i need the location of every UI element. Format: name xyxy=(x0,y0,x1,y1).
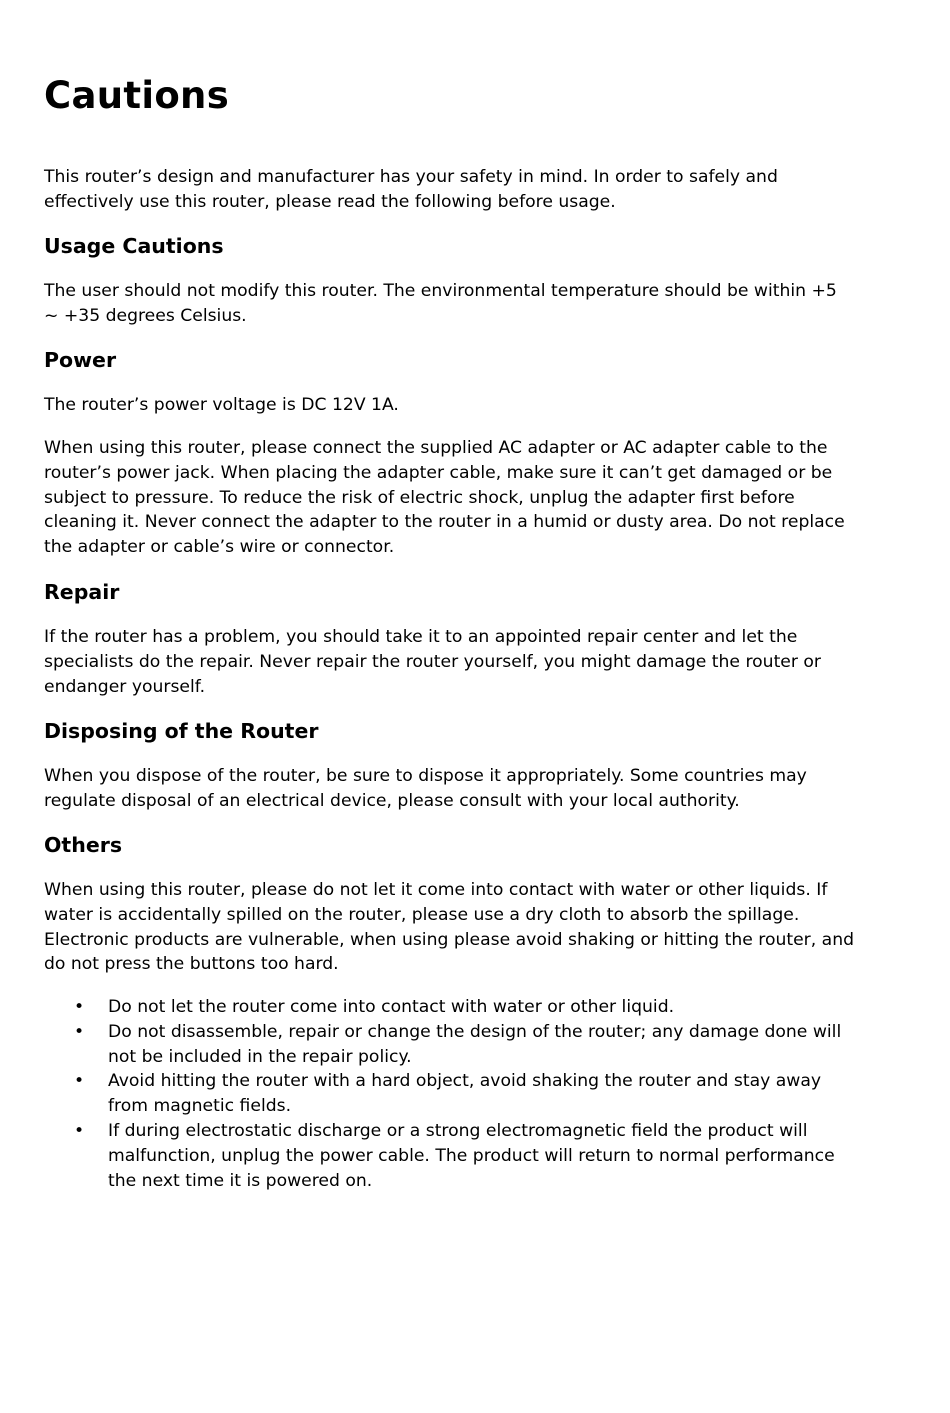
section-paragraph: The user should not modify this router. The environmental temperature should be within +5 ~ +35 degrees Celsius. xyxy=(44,281,837,326)
others-bullet-list xyxy=(44,995,854,1193)
bullet-glyph: • xyxy=(74,1120,85,1141)
list-item xyxy=(44,1020,854,1070)
section-heading: Repair xyxy=(44,580,120,604)
section-paragraph: When using this router, please do not let it come into contact with water or other liquids. If water is accidentally spilled on the router, please use a dry cloth to absorb the spillage. Electronic products are vulnerable, when using please avoid shaking or hitting the router, and do not press the buttons too hard. xyxy=(44,880,855,975)
list-item-text: Do not disassemble, repair or change the design of the router; any damage done will not be included in the repair policy. xyxy=(108,1021,842,1067)
section-usage-cautions xyxy=(44,232,854,260)
section-usage-cautions-body xyxy=(44,279,854,329)
section-power xyxy=(44,346,854,374)
intro-paragraph: This router’s design and manufacturer has your safety in mind. In order to safely and effectively use this router, please read the following before usage. xyxy=(44,167,778,212)
section-heading: Usage Cautions xyxy=(44,234,224,258)
section-disposing xyxy=(44,717,854,745)
intro-block xyxy=(44,165,854,215)
section-heading: Disposing of the Router xyxy=(44,719,319,743)
list-item xyxy=(44,1069,854,1119)
section-repair-body xyxy=(44,625,854,699)
list-item xyxy=(44,995,854,1020)
section-repair xyxy=(44,578,854,606)
section-heading: Power xyxy=(44,348,117,372)
section-others xyxy=(44,831,854,859)
list-item-text: If during electrostatic discharge or a strong electromagnetic field the product will malfunction, unplug the power cable. The product will return to normal performance the next time it is powered on. xyxy=(108,1120,835,1191)
section-power-body-1 xyxy=(44,393,854,418)
section-paragraph: If the router has a problem, you should take it to an appointed repair center and let the specialists do the repair. Never repair the router yourself, you might damage the router or endanger yourself. xyxy=(44,627,821,697)
section-paragraph: The router’s power voltage is DC 12V 1A. xyxy=(44,395,399,415)
bullet-glyph: • xyxy=(74,997,85,1017)
list-item-text: Do not let the router come into contact with water or other liquid. xyxy=(108,997,675,1017)
section-power-body-2 xyxy=(44,436,854,560)
section-disposing-body xyxy=(44,764,854,814)
list-item-text: Avoid hitting the router with a hard object, avoid shaking the router and stay away from magnetic fields. xyxy=(108,1071,822,1117)
list-item xyxy=(44,1119,854,1193)
section-paragraph: When using this router, please connect the supplied AC adapter or AC adapter cable to the router’s power jack. When placing the adapter cable, make sure it can’t get damaged or be subject to pressure. To reduce the risk of electric shock, unplug the adapter first before cleaning it. Never connect the adapter to the router in a humid or dusty area. Do not replace the adapter or cable’s wire or connector. xyxy=(44,438,845,558)
bullet-glyph: • xyxy=(74,1021,85,1042)
page-title: Cautions xyxy=(44,74,230,117)
bullet-glyph: • xyxy=(74,1071,85,1092)
section-others-body xyxy=(44,878,854,977)
section-paragraph: When you dispose of the router, be sure to dispose it appropriately. Some countries may regulate disposal of an electrical device, please consult with your local authority. xyxy=(44,766,807,811)
section-heading: Others xyxy=(44,833,123,857)
